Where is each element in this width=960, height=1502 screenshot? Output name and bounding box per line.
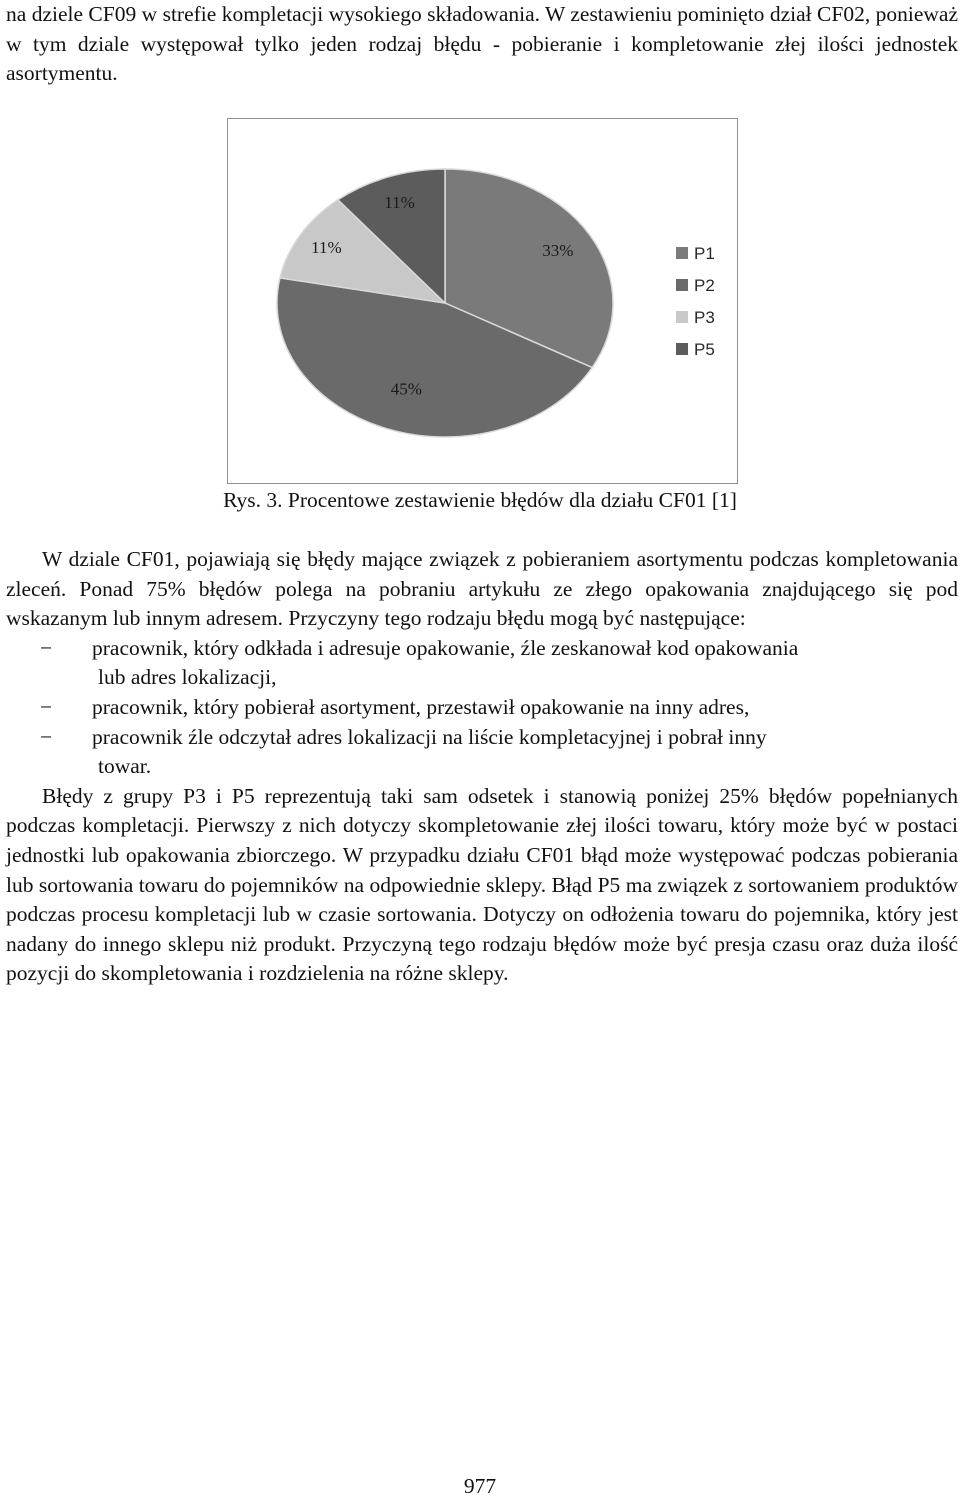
list-item-text: pracownik, który pobierał asortyment, przestawił opakowanie na inny adres, — [92, 694, 750, 719]
paragraph-p3-p5: Błędy z grupy P3 i P5 reprezentują taki sam odsetek i stanowią poniżej 25% błędów popełnianych podczas kompletacji. Pierwszy z nich dotyczy skompletowanie złej ilości towaru, który może być w postaci jednostki lub opakowania zbiorczego. W przypadku działu CF01 błąd może występować podczas pobierania lub sortowania towaru do pojemników na odpowiednie sklepy. Błąd P5 ma związek z sortowaniem produktów podczas procesu kompletacji lub w czasie sortowania. Dotyczy on odłożenia towaru do pojemnika, który jest nadany do innego sklepu niż produkt. Przyczyną tego rodzaju błędów może być presja czasu oraz duża ilość pozycji do skompletowania i rozdzielenia na różne sklepy. — [6, 783, 958, 986]
dash-bullet: − — [40, 635, 53, 660]
list-item-continuation: lub adres lokalizacji, — [98, 665, 277, 690]
legend-swatch-p5 — [676, 343, 688, 355]
legend-swatch-p2 — [676, 279, 688, 291]
body-text — [6, 545, 958, 989]
legend-label-p2: P2 — [694, 276, 715, 295]
figure-caption: Rys. 3. Procentowe zestawienie błędów dla działu CF01 [1] — [223, 488, 737, 512]
chart-legend — [676, 244, 715, 359]
slice-label-p3: 11% — [311, 238, 342, 258]
list-item-continuation: towar. — [98, 754, 152, 779]
legend-swatch-p3 — [676, 311, 688, 323]
dash-bullet: − — [40, 724, 53, 749]
pie-chart-figure — [227, 118, 738, 484]
pie-chart — [228, 119, 736, 482]
list-item — [6, 693, 958, 723]
causes-list — [6, 634, 958, 782]
list-item — [6, 723, 958, 782]
legend-label-p5: P5 — [694, 340, 715, 359]
slice-label-p1: 33% — [542, 240, 574, 260]
list-item — [6, 634, 958, 693]
page-number: 977 — [463, 1474, 497, 1498]
legend-label-p3: P3 — [694, 308, 715, 327]
paragraph-errors-cf01: W dziale CF01, pojawiają się błędy mające związek z pobieraniem asortymentu podczas kompletowania zleceń. Ponad 75% błędów polega na pobraniu artykułu ze złego opakowania znajdującego się pod wskazanym lub innym adresem. Przyczyny tego rodzaju błędu mogą być następujące: — [6, 547, 958, 631]
dash-bullet: − — [40, 694, 53, 719]
list-item-text: pracownik, który odkłada i adresuje opakowanie, źle zeskanował kod opakowania — [92, 635, 799, 660]
pie-slices — [277, 169, 613, 437]
list-item-text: pracownik źle odczytał adres lokalizacji na liście kompletacyjnej i pobrał inny — [92, 724, 767, 749]
legend-swatch-p1 — [676, 247, 688, 259]
slice-label-p2: 45% — [390, 379, 422, 399]
intro-paragraph: na dziele CF09 w strefie kompletacji wysokiego składowania. W zestawieniu pominięto dział CF02, ponieważ w tym dziale występował tylko jeden rodzaj błędu - pobieranie i kompletowanie złej ilości jednostek asortymentu. — [6, 2, 958, 86]
slice-label-p5: 11% — [384, 193, 415, 213]
legend-label-p1: P1 — [694, 244, 715, 263]
